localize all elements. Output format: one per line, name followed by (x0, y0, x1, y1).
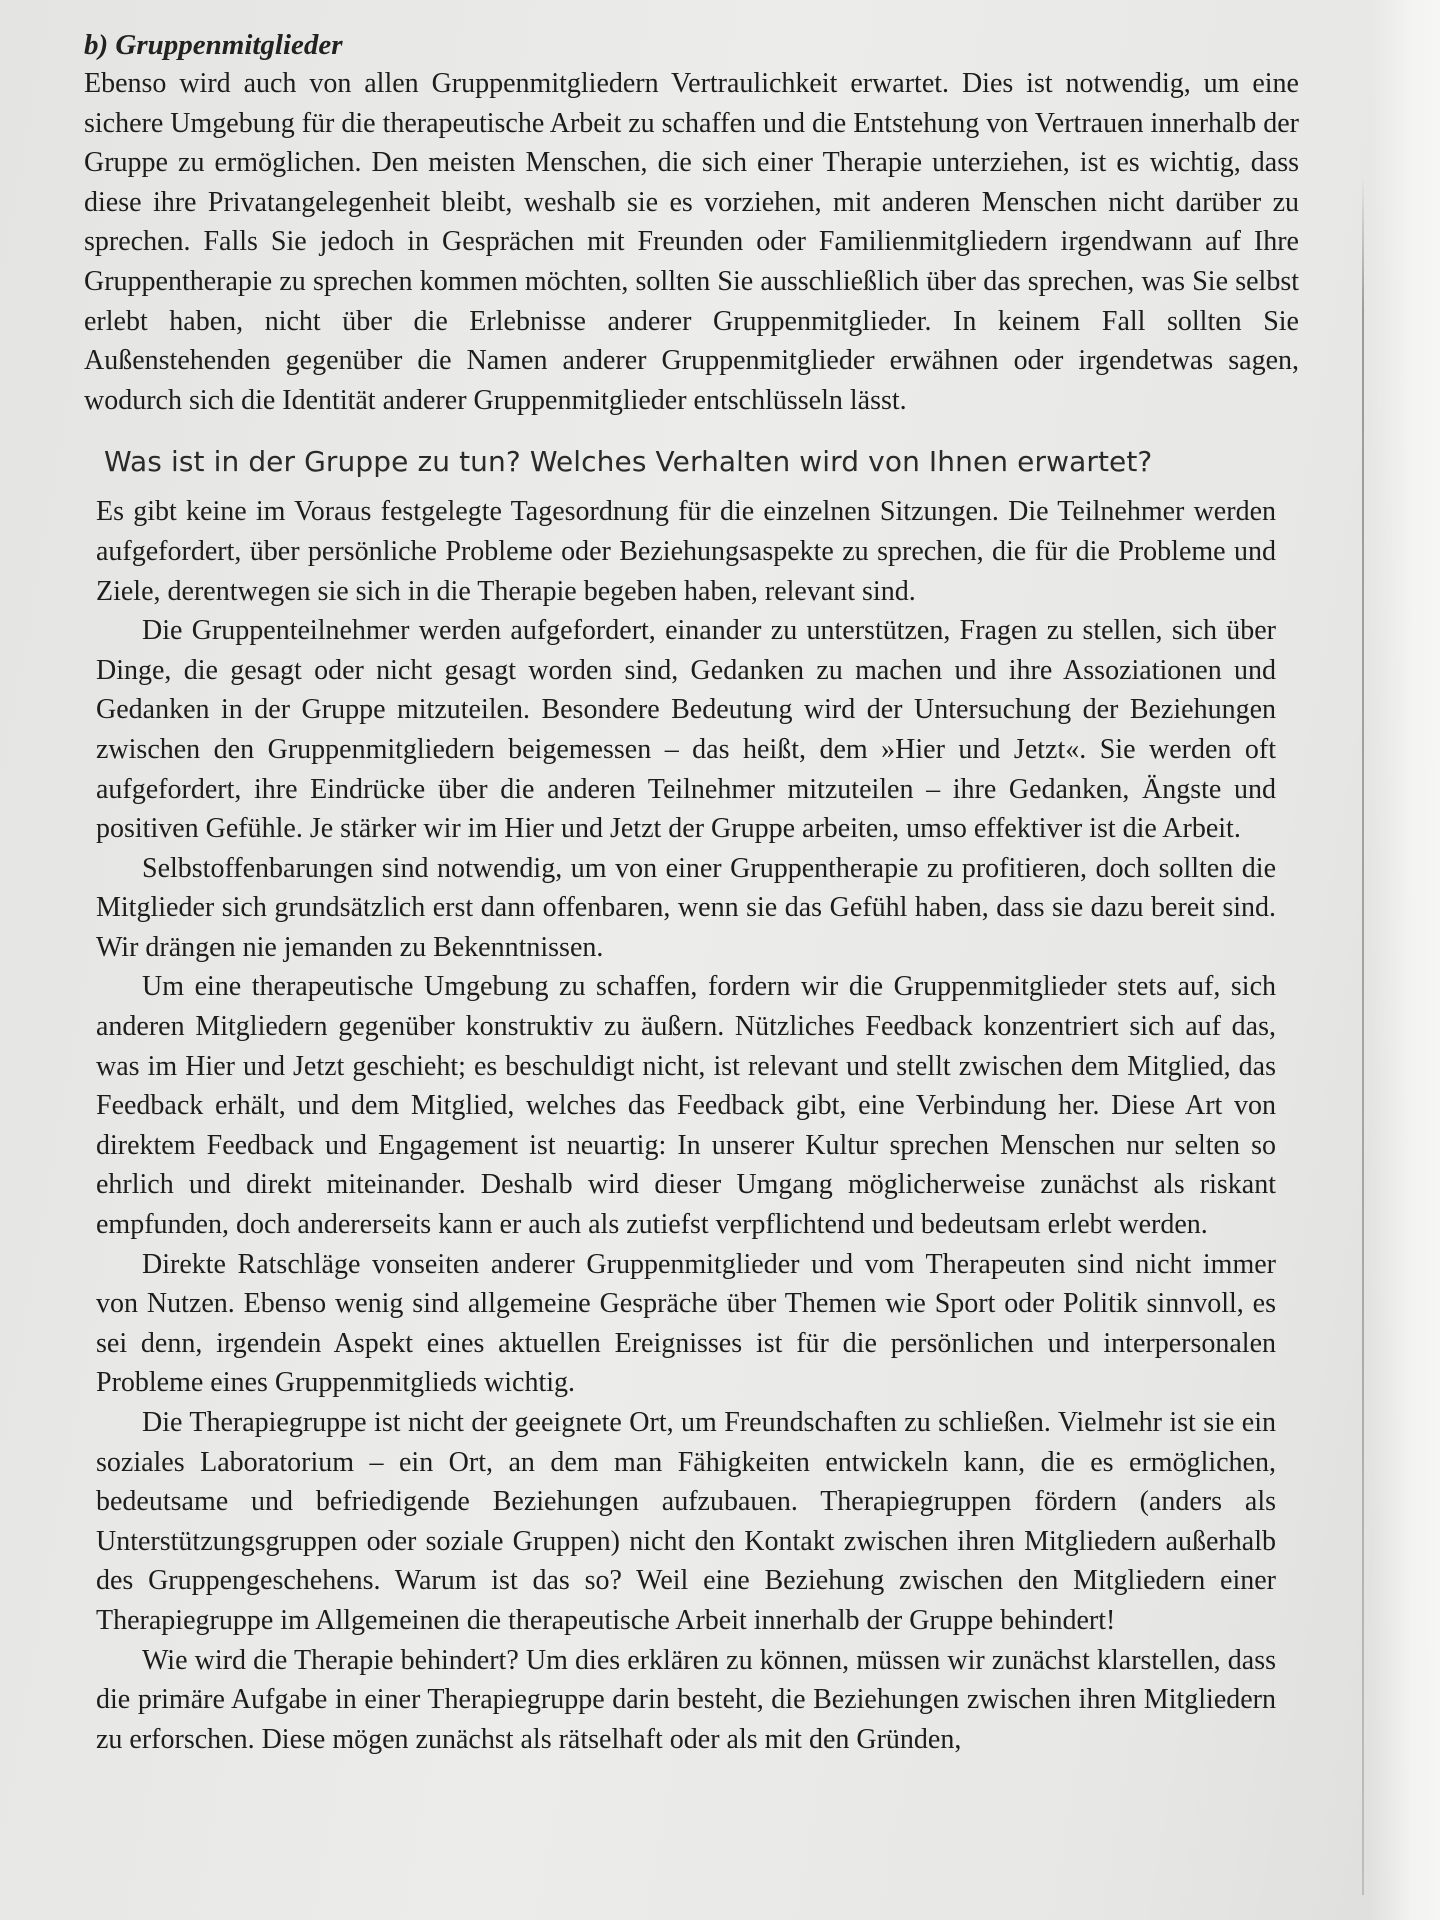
paragraph-advice: Direkte Ratschläge vonseiten anderer Gruppenmitglieder und vom Therapeuten sind nicht immer von Nutzen. Ebenso wenig sind allgemeine Gespräche über Themen wie Sport oder Politik sinnvoll, es sei denn, irgendein Aspekt eines aktuellen Ereignisses ist für die persönlichen und interpersonalen Probleme eines Gruppenmitglieds wichtig. (96, 1248, 1276, 1399)
paragraph-agenda: Es gibt keine im Voraus festgelegte Tagesordnung für die einzelnen Sitzungen. Die Teilnehmer werden aufgefordert, über persönliche Probleme oder Beziehungsaspekte zu sprechen, die für die Probleme und Ziele, derentwegen sie sich in die Therapie begeben haben, relevant sind. (96, 496, 1276, 607)
page-edge-line (1362, 175, 1364, 1895)
paragraph-confidentiality: Ebenso wird auch von allen Gruppenmitgliedern Vertraulichkeit erwartet. Dies ist notwendig, um eine sichere Umgebung für die therapeutische Arbeit zu schaffen und die Entstehung von Vertrauen innerhalb der Gruppe zu ermöglichen. Den meisten Menschen, die sich einer Therapie unterziehen, ist es wichtig, dass diese ihre Privatangelegenheit bleibt, weshalb sie es vorziehen, mit anderen Menschen nicht darüber zu sprechen. Falls Sie jedoch in Gesprächen mit Freunden oder Familienmitgliedern irgendwann auf Ihre Gruppentherapie zu sprechen kommen möchten, sollten Sie ausschließlich über das sprechen, was Sie selbst erlebt haben, nicht über die Erlebnisse anderer Gruppenmitglieder. In keinem Fall sollten Sie Außenstehenden gegenüber die Namen anderer Gruppenmitglieder erwähnen oder irgendetwas sagen, wodurch sich die Identität anderer Gruppenmitglieder entschlüsseln lässt. (84, 68, 1300, 416)
paragraph-self-disclosure: Selbstoffenbarungen sind notwendig, um von einer Gruppentherapie zu profitieren, doch sollten die Mitglieder sich grundsätzlich erst dann offenbaren, wenn sie das Gefühl haben, dass sie dazu bereit sind. Wir drängen nie jemanden zu Bekenntnissen. (96, 852, 1276, 963)
section-expected-behaviour (96, 442, 1276, 1759)
page-background-light (1370, 0, 1440, 1920)
paragraph-friendships: Die Therapiegruppe ist nicht der geeignete Ort, um Freundschaften zu schließen. Vielmehr ist sie ein soziales Laboratorium – ein Ort, an dem man Fähigkeiten entwickeln kann, die es ermöglichen, bedeutsame und befriedigende Beziehungen aufzubauen. Therapiegruppen fördern (anders als Unterstützungsgruppen oder soziale Gruppen) nicht den Kontakt zwischen ihren Mitgliedern außerhalb des Gruppengeschehens. Warum ist das so? Weil eine Beziehung zwischen den Mitgliedern einer Therapiegruppe im Allgemeinen die therapeutische Arbeit innerhalb der Gruppe behindert! (96, 1407, 1276, 1636)
paragraph-feedback: Um eine therapeutische Umgebung zu schaffen, fordern wir die Gruppenmitglieder stets auf, sich anderen Mitgliedern gegenüber konstruktiv zu äußern. Nützliches Feedback konzentriert sich auf das, was im Hier und Jetzt geschieht; es beschuldigt nicht, ist relevant und stellt zwischen dem Mitglied, das Feedback erhält, und dem Mitglied, welches das Feedback gibt, eine Verbindung her. Diese Art von direktem Feedback und Engagement ist neuartig: In unserer Kultur sprechen Menschen nur selten so ehrlich und direkt miteinander. Deshalb wird dieser Umgang möglicherweise zunächst als riskant empfunden, doch andererseits kann er auch als zutiefst verpflichtend und bedeutsam erlebt werden. (96, 971, 1276, 1241)
paragraph-support: Die Gruppenteilnehmer werden aufgefordert, einander zu unterstützen, Fragen zu stellen, sich über Dinge, die gesagt oder nicht gesagt worden sind, Gedanken zu machen und ihre Assoziationen und Gedanken in der Gruppe mitzuteilen. Besondere Bedeutung wird der Untersuchung der Beziehungen zwischen den Gruppenmitgliedern beigemessen – das heißt, dem »Hier und Jetzt«. Sie werden oft aufgefordert, ihre Eindrücke über die anderen Teilnehmer mitzuteilen – ihre Gedanken, Ängste und positiven Gefühle. Je stärker wir im Hier und Jetzt der Gruppe arbeiten, umso effektiver ist die Arbeit. (96, 615, 1276, 845)
paragraph-hindrance: Wie wird die Therapie behindert? Um dies erklären zu können, müssen wir zunächst klarstellen, dass die primäre Aufgabe in einer Therapiegruppe darin besteht, die Beziehungen zwischen ihren Mitgliedern zu erforschen. Diese mögen zunächst als rätselhaft oder als mit den Gründen, (96, 1644, 1276, 1755)
section-heading: Was ist in der Gruppe zu tun? Welches Verhalten wird von Ihnen erwartet? (104, 445, 1153, 479)
subheading-gruppenmitglieder: b) Gruppenmitglieder (84, 29, 343, 61)
book-page (84, 26, 1299, 1759)
